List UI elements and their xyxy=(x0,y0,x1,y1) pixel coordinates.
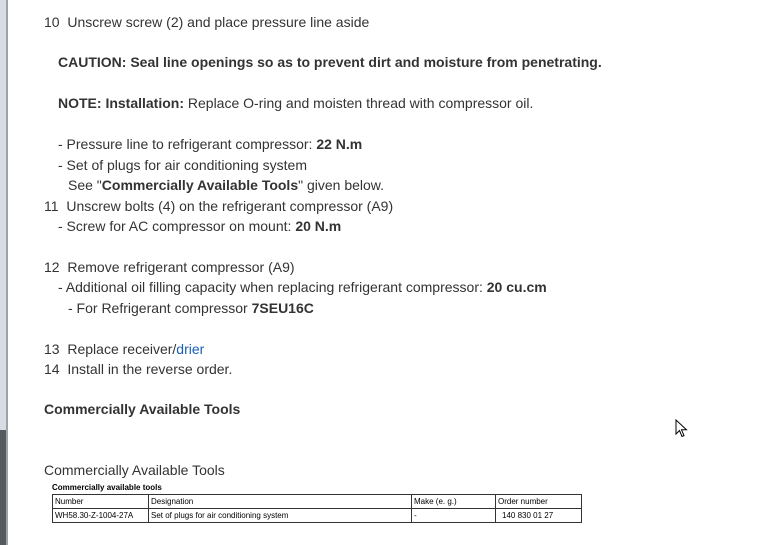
spec-label: - Pressure line to refrigerant compressor: xyxy=(58,136,317,152)
see-tools-bold: Commercially Available Tools xyxy=(101,177,299,193)
spec-label: - Additional oil filling capacity when replacing refrigerant compressor: xyxy=(58,279,487,295)
spec-oil-capacity xyxy=(58,278,547,296)
spec-label: - For Refrigerant compressor xyxy=(68,300,252,316)
spec-screw-mount xyxy=(58,217,341,235)
step-number: 12 xyxy=(44,259,60,275)
step-13 xyxy=(44,340,204,358)
tools-table-title: Commercially available tools xyxy=(52,483,162,492)
cell-make: - xyxy=(412,509,496,523)
step-text: Unscrew screw (2) and place pressure line aside xyxy=(67,14,370,30)
see-tools-reference xyxy=(68,176,384,194)
header-designation: Designation xyxy=(149,495,412,509)
header-make: Make (e. g.) xyxy=(412,495,496,509)
edge-line xyxy=(6,0,8,545)
spec-compressor-model xyxy=(68,299,314,317)
header-number: Number xyxy=(53,495,149,509)
step-text: Install in the reverse order. xyxy=(67,361,233,377)
spec-label: - Screw for AC compressor on mount: xyxy=(58,218,296,234)
step-number: 11 xyxy=(44,198,59,214)
cell-number: WH58.30-Z-1004-27A xyxy=(53,509,149,523)
installation-note xyxy=(58,94,533,112)
table-row xyxy=(53,509,582,523)
drier-link[interactable]: drier xyxy=(176,341,205,357)
spec-value: 20 cu.cm xyxy=(486,279,547,295)
caution-text: Seal line openings so as to prevent dirt and moisture from penetrating. xyxy=(130,54,602,70)
step-11 xyxy=(44,197,393,215)
note-text: Replace O-ring and moisten thread with compressor oil. xyxy=(187,95,534,111)
cell-order-number: 140 830 01 27 xyxy=(496,509,582,523)
spec-value: 20 N.m xyxy=(295,218,342,234)
note-label: NOTE: Installation: xyxy=(58,95,184,111)
tool-plugs-item xyxy=(58,156,307,174)
spec-value: 7SEU16C xyxy=(251,300,314,316)
step-text: Unscrew bolts (4) on the refrigerant compressor (A9) xyxy=(66,198,394,214)
caution-label: CAUTION: xyxy=(58,54,127,70)
edge-shadow xyxy=(0,430,6,545)
tools-table xyxy=(52,494,582,523)
section-heading: Commercially Available Tools xyxy=(44,401,241,417)
step-text: Remove refrigerant compressor (A9) xyxy=(67,259,295,275)
step-12 xyxy=(44,258,295,276)
tools-caption: Commercially Available Tools xyxy=(44,462,225,478)
see-prefix: See " xyxy=(68,177,102,193)
caution-note xyxy=(58,53,602,71)
step-number: 10 xyxy=(44,14,60,30)
step-text: Replace receiver/ xyxy=(67,341,177,357)
tool-plugs-text: - Set of plugs for air conditioning system xyxy=(58,157,308,173)
step-14 xyxy=(44,360,232,378)
table-header-row xyxy=(53,495,582,509)
header-order-number: Order number xyxy=(496,495,582,509)
see-suffix: " given below. xyxy=(298,177,385,193)
spec-pressure-line xyxy=(58,135,362,153)
window-left-edge xyxy=(0,0,12,545)
step-10 xyxy=(44,13,369,31)
tools-table-image xyxy=(52,483,582,523)
mouse-pointer-icon xyxy=(675,419,689,439)
spec-value: 22 N.m xyxy=(316,136,363,152)
step-number: 13 xyxy=(44,341,60,357)
step-number: 14 xyxy=(44,361,60,377)
cell-designation: Set of plugs for air conditioning system xyxy=(149,509,412,523)
